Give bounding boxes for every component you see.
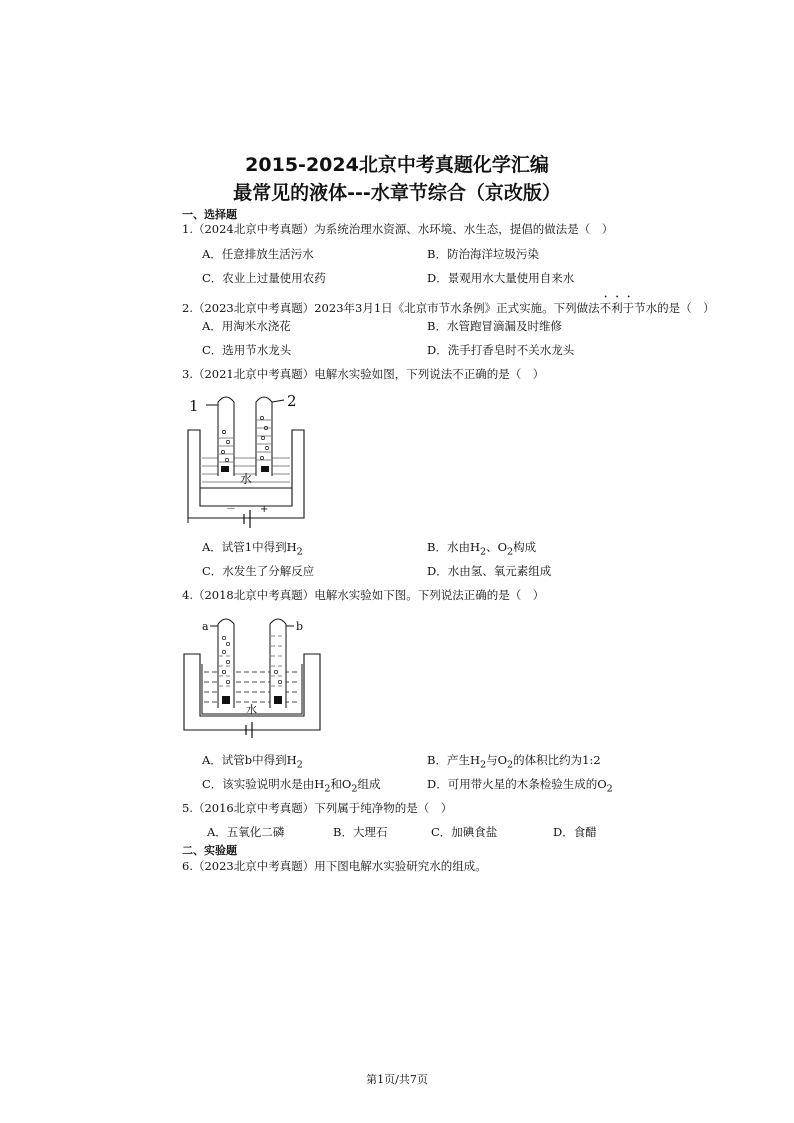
question-2-option-b: B．水管跑冒滴漏及时维修 <box>427 319 562 333</box>
question-4-stem: 4.（2018北京中考真题）电解水实验如下图。下列说法正确的是（ ） <box>182 588 545 602</box>
question-1-option-b: B．防治海洋垃圾污染 <box>427 247 539 261</box>
question-1-option-c: C．农业上过量使用农药 <box>202 271 326 285</box>
electrolysis-figure-2 <box>180 612 325 742</box>
figure-1-minus-label: － <box>226 504 236 515</box>
figure-2-water-label: 水 <box>246 703 257 716</box>
figure-1-label-1: 1 <box>189 397 199 415</box>
question-3-option-a: A．试管1中得到$H_2$ <box>202 540 303 558</box>
question-2-stem-before: 2.（2023北京中考真题）2023年3月1日《北京市节水条例》正式实施。下列做法 <box>182 301 600 315</box>
question-1-option-d: D．景观用水大量使用自来水 <box>427 271 575 285</box>
figure-2-label-a: a <box>202 620 209 633</box>
question-6-stem: 6.（2023北京中考真题）用下图电解水实验研究水的组成。 <box>182 859 487 873</box>
question-1-stem: 1.（2024北京中考真题）为系统治理水资源、水环境、水生态，提倡的做法是（ ） <box>182 222 614 236</box>
figure-1-water-label: 水 <box>240 472 253 486</box>
question-5-stem: 5.（2016北京中考真题）下列属于纯净物的是（ ） <box>182 801 453 815</box>
section-heading-experiment: 二、实验题 <box>182 844 237 857</box>
page-footer: 第1页/共7页 <box>366 1073 428 1086</box>
question-4-option-c: C．该实验说明水是由$H_2$和$O_2$组成 <box>202 777 381 795</box>
question-2-stem <box>182 294 715 316</box>
question-3-option-c: C．水发生了分解反应 <box>202 564 315 578</box>
question-3-option-b: B．水由$H_2$、$O_2$构成 <box>427 540 537 558</box>
question-3-stem: 3.（2021北京中考真题）电解水实验如图，下列说法不正确的是（ ） <box>182 367 545 381</box>
question-3-option-d: D．水由氢、氧元素组成 <box>427 564 552 578</box>
figure-2-label-b: b <box>296 620 304 633</box>
question-2-option-a: A．用淘米水浇花 <box>202 319 291 333</box>
question-5-option-d: D．食醋 <box>553 825 597 839</box>
question-5-option-b: B．大理石 <box>333 825 388 839</box>
electrolysis-figure-1 <box>180 388 320 528</box>
section-heading-choice: 一、选择题 <box>182 208 237 221</box>
question-2-stem-emphasis: 不利于 <box>599 301 635 315</box>
question-2-stem-after: 节水的是（ ） <box>634 301 715 315</box>
question-5-option-c: C．加碘食盐 <box>431 825 498 839</box>
question-4-option-d: D．可用带火星的木条检验生成的$O_2$ <box>427 777 613 795</box>
question-4-option-b: B．产生$H_2$与$O_2$的体积比约为1:2 <box>427 753 601 771</box>
question-4-option-a: A．试管b中得到$H_2$ <box>202 753 303 771</box>
question-5-option-a: A．五氧化二磷 <box>207 825 285 839</box>
question-1-option-a: A．任意排放生活污水 <box>202 247 314 261</box>
question-2-option-c: C．选用节水龙头 <box>202 343 292 357</box>
title-line-1: 2015-2024北京中考真题化学汇编 <box>245 154 549 176</box>
figure-1-label-2: 2 <box>287 392 297 410</box>
figure-1-plus-label: + <box>260 504 269 515</box>
question-2-option-d: D．洗手打香皂时不关水龙头 <box>427 343 575 357</box>
title-line-2: 最常见的液体---水章节综合（京改版） <box>233 182 561 204</box>
